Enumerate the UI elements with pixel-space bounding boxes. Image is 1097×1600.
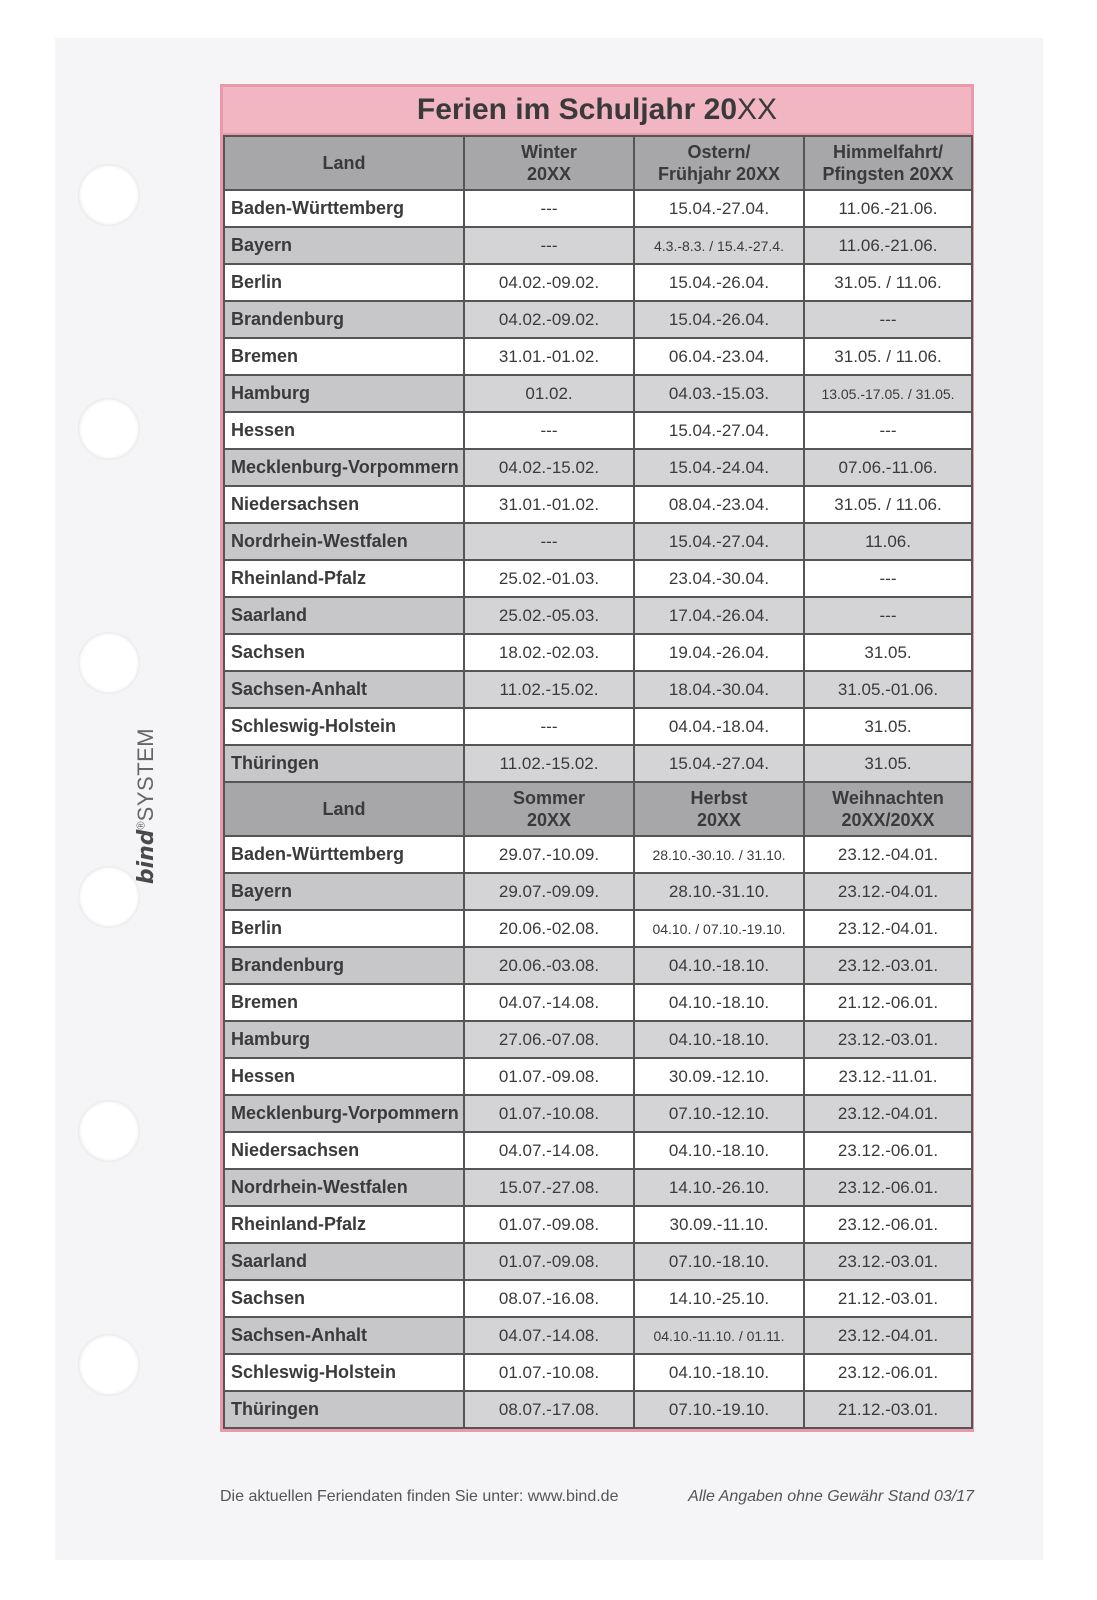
holiday-dates-col2: 04.10.-18.10. [634,984,804,1021]
table-row [224,910,972,947]
holiday-dates-col3: --- [804,301,972,338]
holiday-dates-col1: 01.07.-09.08. [464,1243,634,1280]
table-row [224,634,972,671]
col-header-line1: Ostern/ [687,142,751,162]
col-header-winter [464,136,634,190]
holiday-table [223,135,973,1429]
holiday-dates-col3: 11.06.-21.06. [804,227,972,264]
page-title [223,87,971,135]
header-row [224,136,972,190]
holiday-dates-col2: 15.04.-26.04. [634,264,804,301]
holiday-dates-col2: 15.04.-27.04. [634,190,804,227]
holiday-dates-col3: 23.12.-06.01. [804,1354,972,1391]
holiday-dates-col1: --- [464,708,634,745]
holiday-dates-col2: 04.04.-18.04. [634,708,804,745]
holiday-dates-col2: 04.10.-18.10. [634,1132,804,1169]
holiday-dates-col1: 04.02.-09.02. [464,264,634,301]
state-name: Sachsen [224,634,464,671]
holiday-dates-col3: 23.12.-04.01. [804,1095,972,1132]
table-row [224,1354,972,1391]
holiday-dates-col2: 04.10.-18.10. [634,947,804,984]
title-main: Ferien im Schuljahr 20 [416,93,738,126]
table-row [224,1243,972,1280]
holiday-dates-col2: 07.10.-19.10. [634,1391,804,1428]
holiday-dates-col1: 01.07.-10.08. [464,1354,634,1391]
punch-hole [78,1100,140,1162]
col-header-line2: 20XX [526,164,572,184]
state-name: Hamburg [224,375,464,412]
state-name: Saarland [224,597,464,634]
holiday-dates-col2: 15.04.-27.04. [634,412,804,449]
table-row [224,1058,972,1095]
state-name: Sachsen [224,1280,464,1317]
holiday-dates-col1: 11.02.-15.02. [464,671,634,708]
holiday-dates-col2: 19.04.-26.04. [634,634,804,671]
footer-source-note: Die aktuellen Feriendaten finden Sie unter: www.bind.de [220,1488,619,1505]
holiday-dates-col3: 31.05. [804,745,972,782]
section-autumn-table [224,782,972,1428]
table-row [224,227,972,264]
table-row [224,449,972,486]
state-name: Hessen [224,1058,464,1095]
holiday-dates-col3: 31.05. / 11.06. [804,338,972,375]
holiday-dates-col1: 20.06.-02.08. [464,910,634,947]
state-name: Baden-Württemberg [224,836,464,873]
holiday-dates-col1: 01.07.-10.08. [464,1095,634,1132]
col-header-line1: Winter [521,142,577,162]
holiday-dates-col3: 23.12.-06.01. [804,1206,972,1243]
col-header-line2: 20XX/20XX [841,810,935,830]
state-name: Berlin [224,264,464,301]
holiday-dates-col2: 14.10.-25.10. [634,1280,804,1317]
holiday-dates-col3: --- [804,412,972,449]
state-name: Brandenburg [224,947,464,984]
holiday-dates-col1: --- [464,412,634,449]
holiday-dates-col3: 31.05. / 11.06. [804,486,972,523]
holiday-dates-col2: 30.09.-12.10. [634,1058,804,1095]
table-row [224,597,972,634]
state-name: Thüringen [224,745,464,782]
state-name: Bremen [224,984,464,1021]
table-row [224,1021,972,1058]
holiday-dates-col1: 31.01.-01.02. [464,338,634,375]
holiday-dates-col1: 29.07.-09.09. [464,873,634,910]
holiday-dates-col2: 30.09.-11.10. [634,1206,804,1243]
table-row [224,264,972,301]
col-header-line2: Frühjahr 20XX [657,164,781,184]
holiday-dates-col3: 23.12.-06.01. [804,1169,972,1206]
state-name: Sachsen-Anhalt [224,671,464,708]
holiday-dates-col1: 29.07.-10.09. [464,836,634,873]
holiday-dates-col1: 04.02.-15.02. [464,449,634,486]
col-header-autumn [634,782,804,836]
holiday-dates-col1: 18.02.-02.03. [464,634,634,671]
holiday-dates-col3: 23.12.-03.01. [804,947,972,984]
holiday-dates-col1: 04.07.-14.08. [464,1132,634,1169]
holiday-dates-col2: 07.10.-12.10. [634,1095,804,1132]
state-name: Mecklenburg-Vorpommern [224,1095,464,1132]
holiday-dates-col3: 11.06. [804,523,972,560]
table-row [224,984,972,1021]
table-row [224,1169,972,1206]
punch-hole [78,866,140,928]
holiday-dates-col2: 08.04.-23.04. [634,486,804,523]
state-name: Brandenburg [224,301,464,338]
holiday-dates-col1: --- [464,227,634,264]
col-header-line2: Pfingsten 20XX [822,164,954,184]
col-header-line1: Herbst [690,788,748,808]
holiday-dates-col1: 01.07.-09.08. [464,1206,634,1243]
holiday-dates-col2: 04.10.-18.10. [634,1354,804,1391]
col-header-pentecost [804,136,972,190]
table-row [224,523,972,560]
holiday-dates-col3: 23.12.-03.01. [804,1243,972,1280]
holiday-dates-col2: 15.04.-26.04. [634,301,804,338]
state-name: Rheinland-Pfalz [224,1206,464,1243]
state-name: Niedersachsen [224,486,464,523]
holiday-dates-col2: 14.10.-26.10. [634,1169,804,1206]
punch-hole [78,164,140,226]
holiday-dates-col3: --- [804,597,972,634]
state-name: Nordrhein-Westfalen [224,1169,464,1206]
holiday-dates-col3: 31.05. [804,634,972,671]
table-row [224,412,972,449]
state-name: Berlin [224,910,464,947]
table-row [224,873,972,910]
col-header-line1: Weihnachten [832,788,944,808]
punch-hole [78,398,140,460]
holiday-dates-col2: 04.03.-15.03. [634,375,804,412]
holiday-dates-col3: 23.12.-11.01. [804,1058,972,1095]
holiday-dates-col2: 04.10.-18.10. [634,1021,804,1058]
holiday-dates-col1: --- [464,523,634,560]
holiday-dates-col3: 23.12.-04.01. [804,910,972,947]
table-row [224,486,972,523]
holiday-dates-col1: 15.07.-27.08. [464,1169,634,1206]
holiday-dates-col2: 23.04.-30.04. [634,560,804,597]
holiday-dates-col1: 04.02.-09.02. [464,301,634,338]
state-name: Hessen [224,412,464,449]
holiday-table-card [220,84,974,1432]
table-row [224,1095,972,1132]
holiday-dates-col1: 31.01.-01.02. [464,486,634,523]
holiday-dates-col3: 13.05.-17.05. / 31.05. [804,375,972,412]
holiday-dates-col1: 27.06.-07.08. [464,1021,634,1058]
brand-system: SYSTEM [133,727,158,822]
brand-bind: bind [134,829,159,885]
table-row [224,1391,972,1428]
holiday-dates-col2: 15.04.-27.04. [634,523,804,560]
holiday-dates-col3: 23.12.-04.01. [804,836,972,873]
holiday-dates-col2: 18.04.-30.04. [634,671,804,708]
table-row [224,671,972,708]
state-name: Bayern [224,873,464,910]
col-header-line1: Himmelfahrt/ [832,142,944,162]
punch-hole [78,1334,140,1396]
section-spring-table [224,136,972,782]
holiday-dates-col2: 07.10.-18.10. [634,1243,804,1280]
holiday-dates-col1: 04.07.-14.08. [464,984,634,1021]
holiday-dates-col1: 01.02. [464,375,634,412]
table-row [224,1132,972,1169]
table-row [224,1280,972,1317]
holiday-dates-col3: 31.05.-01.06. [804,671,972,708]
state-name: Thüringen [224,1391,464,1428]
holiday-dates-col2: 04.10. / 07.10.-19.10. [634,910,804,947]
holiday-dates-col3: 23.12.-04.01. [804,1317,972,1354]
col-header-easter [634,136,804,190]
holiday-dates-col2: 28.10.-31.10. [634,873,804,910]
holiday-dates-col2: 15.04.-24.04. [634,449,804,486]
col-header-line2: 20XX [526,810,572,830]
holiday-dates-col2: 4.3.-8.3. / 15.4.-27.4. [634,227,804,264]
state-name: Hamburg [224,1021,464,1058]
col-header-line1: Sommer [512,788,586,808]
table-row [224,375,972,412]
table-row [224,1206,972,1243]
holiday-dates-col1: 20.06.-03.08. [464,947,634,984]
holiday-dates-col3: 07.06.-11.06. [804,449,972,486]
state-name: Saarland [224,1243,464,1280]
col-header-christmas [804,782,972,836]
holiday-dates-col3: 11.06.-21.06. [804,190,972,227]
holiday-dates-col3: 21.12.-03.01. [804,1280,972,1317]
holiday-dates-col3: 31.05. [804,708,972,745]
table-row [224,836,972,873]
holiday-dates-col1: 08.07.-16.08. [464,1280,634,1317]
holiday-dates-col2: 17.04.-26.04. [634,597,804,634]
state-name: Bayern [224,227,464,264]
brand-registered-mark: ® [135,821,148,830]
state-name: Mecklenburg-Vorpommern [224,449,464,486]
col-header-land: Land [224,136,464,190]
holiday-dates-col2: 04.10.-11.10. / 01.11. [634,1317,804,1354]
holiday-dates-col3: 23.12.-06.01. [804,1132,972,1169]
col-header-land: Land [224,782,464,836]
holiday-dates-col2: 15.04.-27.04. [634,745,804,782]
state-name: Nordrhein-Westfalen [224,523,464,560]
punch-hole [78,632,140,694]
table-row [224,947,972,984]
table-row [224,301,972,338]
title-xx: XX [737,93,778,126]
table-row [224,708,972,745]
holiday-dates-col1: 25.02.-05.03. [464,597,634,634]
table-row [224,1317,972,1354]
holiday-dates-col3: 23.12.-04.01. [804,873,972,910]
holiday-dates-col3: 21.12.-06.01. [804,984,972,1021]
table-row [224,745,972,782]
holiday-dates-col3: --- [804,560,972,597]
holiday-dates-col1: 11.02.-15.02. [464,745,634,782]
state-name: Bremen [224,338,464,375]
holiday-dates-col1: 08.07.-17.08. [464,1391,634,1428]
state-name: Rheinland-Pfalz [224,560,464,597]
col-header-line2: 20XX [696,810,742,830]
holiday-dates-col3: 23.12.-03.01. [804,1021,972,1058]
table-row [224,338,972,375]
state-name: Baden-Württemberg [224,190,464,227]
brand-logo [133,728,159,884]
table-row [224,560,972,597]
holiday-dates-col2: 28.10.-30.10. / 31.10. [634,836,804,873]
holiday-dates-col1: 01.07.-09.08. [464,1058,634,1095]
state-name: Schleswig-Holstein [224,708,464,745]
footer-disclaimer: Alle Angaben ohne Gewähr Stand 03/17 [688,1488,974,1505]
col-header-summer [464,782,634,836]
holiday-dates-col3: 31.05. / 11.06. [804,264,972,301]
holiday-dates-col1: 25.02.-01.03. [464,560,634,597]
holiday-dates-col2: 06.04.-23.04. [634,338,804,375]
holiday-dates-col1: 04.07.-14.08. [464,1317,634,1354]
state-name: Sachsen-Anhalt [224,1317,464,1354]
holiday-dates-col3: 21.12.-03.01. [804,1391,972,1428]
state-name: Niedersachsen [224,1132,464,1169]
header-row [224,782,972,836]
table-row [224,190,972,227]
holiday-dates-col1: --- [464,190,634,227]
state-name: Schleswig-Holstein [224,1354,464,1391]
